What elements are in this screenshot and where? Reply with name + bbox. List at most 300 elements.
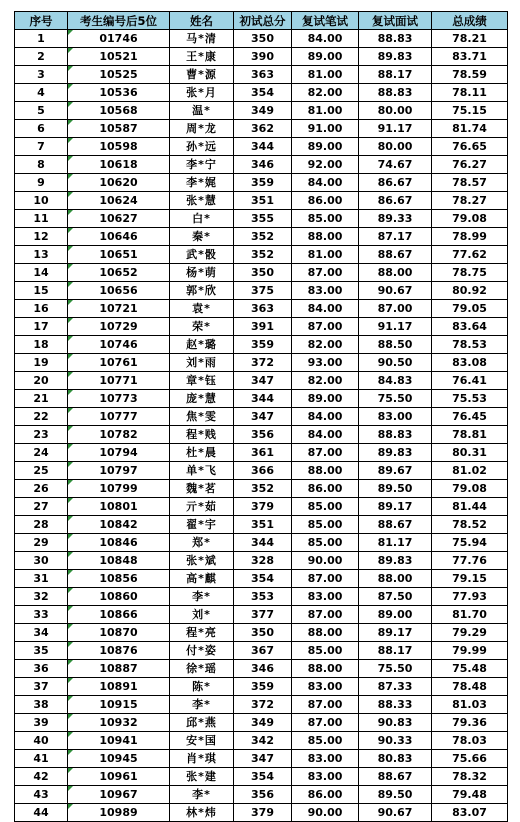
total-score-cell: 79.05: [432, 300, 508, 318]
name-cell: 单*飞: [170, 462, 234, 480]
name-cell: 王*康: [170, 48, 234, 66]
seq-cell: 2: [15, 48, 68, 66]
interview-score-cell: 89.17: [359, 624, 432, 642]
name-cell: 徐*瑶: [170, 660, 234, 678]
initial-score-cell: 352: [234, 246, 292, 264]
table-row: [15, 660, 508, 678]
interview-score-cell: 88.83: [359, 30, 432, 48]
written-score-cell: 83.00: [292, 282, 359, 300]
table-row: [15, 462, 508, 480]
total-score-cell: 78.57: [432, 174, 508, 192]
table-row: [15, 516, 508, 534]
exam-id-cell: 10870: [68, 624, 170, 642]
table-row: [15, 192, 508, 210]
seq-cell: 21: [15, 390, 68, 408]
written-score-cell: 85.00: [292, 516, 359, 534]
written-score-cell: 82.00: [292, 336, 359, 354]
seq-cell: 13: [15, 246, 68, 264]
table-row: [15, 156, 508, 174]
seq-cell: 10: [15, 192, 68, 210]
seq-cell: 26: [15, 480, 68, 498]
written-score-cell: 88.00: [292, 228, 359, 246]
table-row: [15, 354, 508, 372]
table-header: [15, 12, 508, 30]
name-cell: 程*亮: [170, 624, 234, 642]
interview-score-cell: 87.00: [359, 300, 432, 318]
written-score-cell: 85.00: [292, 642, 359, 660]
total-score-cell: 79.15: [432, 570, 508, 588]
exam-id-cell: 10624: [68, 192, 170, 210]
total-score-cell: 81.70: [432, 606, 508, 624]
seq-cell: 37: [15, 678, 68, 696]
total-score-cell: 79.99: [432, 642, 508, 660]
table-row: [15, 300, 508, 318]
interview-score-cell: 80.00: [359, 102, 432, 120]
total-score-cell: 83.71: [432, 48, 508, 66]
initial-score-cell: 390: [234, 48, 292, 66]
table-row: [15, 678, 508, 696]
seq-cell: 11: [15, 210, 68, 228]
initial-score-cell: 351: [234, 516, 292, 534]
total-score-cell: 78.99: [432, 228, 508, 246]
table-row: [15, 552, 508, 570]
exam-id-cell: 10525: [68, 66, 170, 84]
written-score-cell: 82.00: [292, 372, 359, 390]
initial-score-cell: 367: [234, 642, 292, 660]
total-score-cell: 80.31: [432, 444, 508, 462]
initial-score-cell: 349: [234, 102, 292, 120]
name-cell: 刘*: [170, 606, 234, 624]
total-score-cell: 75.94: [432, 534, 508, 552]
initial-score-cell: 352: [234, 480, 292, 498]
table-row: [15, 390, 508, 408]
seq-cell: 27: [15, 498, 68, 516]
seq-cell: 39: [15, 714, 68, 732]
initial-score-cell: 350: [234, 30, 292, 48]
written-score-cell: 87.00: [292, 714, 359, 732]
table-row: [15, 696, 508, 714]
initial-score-cell: 391: [234, 318, 292, 336]
total-score-cell: 76.27: [432, 156, 508, 174]
total-score-cell: 78.52: [432, 516, 508, 534]
interview-score-cell: 89.33: [359, 210, 432, 228]
seq-cell: 23: [15, 426, 68, 444]
initial-score-cell: 363: [234, 66, 292, 84]
name-cell: 高*麒: [170, 570, 234, 588]
written-score-cell: 82.00: [292, 84, 359, 102]
name-cell: 庞*慧: [170, 390, 234, 408]
interview-score-cell: 81.17: [359, 534, 432, 552]
name-cell: 陈*: [170, 678, 234, 696]
seq-cell: 43: [15, 786, 68, 804]
initial-score-cell: 351: [234, 192, 292, 210]
seq-cell: 35: [15, 642, 68, 660]
table-row: [15, 606, 508, 624]
seq-cell: 42: [15, 768, 68, 786]
written-score-cell: 89.00: [292, 48, 359, 66]
initial-score-cell: 363: [234, 300, 292, 318]
exam-id-cell: 10801: [68, 498, 170, 516]
interview-score-cell: 86.67: [359, 174, 432, 192]
name-cell: 杨*萌: [170, 264, 234, 282]
initial-score-cell: 379: [234, 498, 292, 516]
written-score-cell: 88.00: [292, 462, 359, 480]
exam-id-cell: 10967: [68, 786, 170, 804]
name-cell: 荣*: [170, 318, 234, 336]
written-score-cell: 86.00: [292, 480, 359, 498]
initial-score-cell: 328: [234, 552, 292, 570]
interview-score-cell: 89.83: [359, 48, 432, 66]
name-cell: 秦*: [170, 228, 234, 246]
seq-cell: 34: [15, 624, 68, 642]
initial-score-cell: 354: [234, 570, 292, 588]
written-score-cell: 88.00: [292, 660, 359, 678]
interview-score-cell: 83.00: [359, 408, 432, 426]
interview-score-cell: 90.67: [359, 282, 432, 300]
written-score-cell: 81.00: [292, 102, 359, 120]
written-score-cell: 87.00: [292, 606, 359, 624]
written-score-cell: 84.00: [292, 30, 359, 48]
written-score-cell: 93.00: [292, 354, 359, 372]
table-row: [15, 444, 508, 462]
exam-id-cell: 10797: [68, 462, 170, 480]
interview-score-cell: 74.67: [359, 156, 432, 174]
name-cell: 李*: [170, 786, 234, 804]
table-row: [15, 768, 508, 786]
table-row: [15, 138, 508, 156]
seq-cell: 30: [15, 552, 68, 570]
seq-cell: 6: [15, 120, 68, 138]
header-written: 复试笔试: [292, 12, 359, 30]
name-cell: 袁*: [170, 300, 234, 318]
initial-score-cell: 362: [234, 120, 292, 138]
total-score-cell: 78.21: [432, 30, 508, 48]
initial-score-cell: 377: [234, 606, 292, 624]
initial-score-cell: 359: [234, 336, 292, 354]
written-score-cell: 83.00: [292, 678, 359, 696]
total-score-cell: 79.08: [432, 480, 508, 498]
exam-id-cell: 01746: [68, 30, 170, 48]
written-score-cell: 90.00: [292, 552, 359, 570]
exam-id-cell: 10846: [68, 534, 170, 552]
name-cell: 林*炜: [170, 804, 234, 822]
total-score-cell: 77.93: [432, 588, 508, 606]
name-cell: 周*龙: [170, 120, 234, 138]
seq-cell: 29: [15, 534, 68, 552]
interview-score-cell: 88.33: [359, 696, 432, 714]
exam-id-cell: 10587: [68, 120, 170, 138]
exam-id-cell: 10777: [68, 408, 170, 426]
exam-id-cell: 10721: [68, 300, 170, 318]
interview-score-cell: 88.67: [359, 246, 432, 264]
written-score-cell: 84.00: [292, 300, 359, 318]
seq-cell: 18: [15, 336, 68, 354]
table-row: [15, 264, 508, 282]
name-cell: 安*国: [170, 732, 234, 750]
interview-score-cell: 90.67: [359, 804, 432, 822]
written-score-cell: 86.00: [292, 786, 359, 804]
initial-score-cell: 344: [234, 138, 292, 156]
seq-cell: 12: [15, 228, 68, 246]
seq-cell: 40: [15, 732, 68, 750]
name-cell: 李*: [170, 696, 234, 714]
exam-id-cell: 10941: [68, 732, 170, 750]
name-cell: 李*宁: [170, 156, 234, 174]
name-cell: 张*斌: [170, 552, 234, 570]
initial-score-cell: 350: [234, 624, 292, 642]
seq-cell: 7: [15, 138, 68, 156]
initial-score-cell: 344: [234, 390, 292, 408]
header-exam-id: 考生编号后5位: [68, 12, 170, 30]
name-cell: 邱*燕: [170, 714, 234, 732]
written-score-cell: 90.00: [292, 804, 359, 822]
initial-score-cell: 372: [234, 354, 292, 372]
exam-id-cell: 10627: [68, 210, 170, 228]
exam-id-cell: 10876: [68, 642, 170, 660]
seq-cell: 22: [15, 408, 68, 426]
written-score-cell: 83.00: [292, 588, 359, 606]
exam-id-cell: 10860: [68, 588, 170, 606]
exam-id-cell: 10961: [68, 768, 170, 786]
initial-score-cell: 375: [234, 282, 292, 300]
exam-id-cell: 10729: [68, 318, 170, 336]
total-score-cell: 76.41: [432, 372, 508, 390]
header-name: 姓名: [170, 12, 234, 30]
interview-score-cell: 89.17: [359, 498, 432, 516]
initial-score-cell: 379: [234, 804, 292, 822]
seq-cell: 33: [15, 606, 68, 624]
seq-cell: 28: [15, 516, 68, 534]
header-initial-score: 初试总分: [234, 12, 292, 30]
total-score-cell: 79.08: [432, 210, 508, 228]
written-score-cell: 86.00: [292, 192, 359, 210]
interview-score-cell: 87.17: [359, 228, 432, 246]
exam-id-cell: 10782: [68, 426, 170, 444]
table-row: [15, 408, 508, 426]
total-score-cell: 83.07: [432, 804, 508, 822]
interview-score-cell: 88.67: [359, 768, 432, 786]
seq-cell: 25: [15, 462, 68, 480]
interview-score-cell: 75.50: [359, 660, 432, 678]
seq-cell: 41: [15, 750, 68, 768]
written-score-cell: 84.00: [292, 408, 359, 426]
total-score-cell: 79.48: [432, 786, 508, 804]
total-score-cell: 81.02: [432, 462, 508, 480]
name-cell: 武*骰: [170, 246, 234, 264]
table-row: [15, 336, 508, 354]
name-cell: 亓*茹: [170, 498, 234, 516]
total-score-cell: 75.66: [432, 750, 508, 768]
initial-score-cell: 346: [234, 156, 292, 174]
table-row: [15, 48, 508, 66]
exam-id-cell: 10646: [68, 228, 170, 246]
seq-cell: 31: [15, 570, 68, 588]
name-cell: 翟*宇: [170, 516, 234, 534]
interview-score-cell: 89.67: [359, 462, 432, 480]
written-score-cell: 88.00: [292, 624, 359, 642]
exam-id-cell: 10761: [68, 354, 170, 372]
table-row: [15, 372, 508, 390]
initial-score-cell: 361: [234, 444, 292, 462]
written-score-cell: 83.00: [292, 768, 359, 786]
initial-score-cell: 354: [234, 84, 292, 102]
seq-cell: 32: [15, 588, 68, 606]
exam-id-cell: 10771: [68, 372, 170, 390]
written-score-cell: 85.00: [292, 732, 359, 750]
seq-cell: 16: [15, 300, 68, 318]
exam-id-cell: 10915: [68, 696, 170, 714]
exam-id-cell: 10598: [68, 138, 170, 156]
exam-id-cell: 10773: [68, 390, 170, 408]
initial-score-cell: 346: [234, 660, 292, 678]
table-row: [15, 102, 508, 120]
table-row: [15, 66, 508, 84]
total-score-cell: 76.65: [432, 138, 508, 156]
total-score-cell: 75.48: [432, 660, 508, 678]
table-row: [15, 426, 508, 444]
interview-score-cell: 90.83: [359, 714, 432, 732]
total-score-cell: 78.81: [432, 426, 508, 444]
written-score-cell: 85.00: [292, 210, 359, 228]
initial-score-cell: 350: [234, 264, 292, 282]
interview-score-cell: 88.83: [359, 84, 432, 102]
interview-score-cell: 84.83: [359, 372, 432, 390]
total-score-cell: 78.11: [432, 84, 508, 102]
initial-score-cell: 347: [234, 750, 292, 768]
initial-score-cell: 342: [234, 732, 292, 750]
exam-id-cell: 10799: [68, 480, 170, 498]
interview-score-cell: 80.83: [359, 750, 432, 768]
interview-score-cell: 91.17: [359, 120, 432, 138]
interview-score-cell: 89.83: [359, 552, 432, 570]
written-score-cell: 87.00: [292, 264, 359, 282]
total-score-cell: 78.53: [432, 336, 508, 354]
name-cell: 程*贱: [170, 426, 234, 444]
exam-id-cell: 10620: [68, 174, 170, 192]
header-total: 总成绩: [432, 12, 508, 30]
total-score-cell: 78.32: [432, 768, 508, 786]
interview-score-cell: 89.50: [359, 786, 432, 804]
exam-id-cell: 10618: [68, 156, 170, 174]
name-cell: 肖*琪: [170, 750, 234, 768]
score-table: [14, 11, 508, 822]
written-score-cell: 87.00: [292, 318, 359, 336]
total-score-cell: 81.03: [432, 696, 508, 714]
total-score-cell: 81.44: [432, 498, 508, 516]
interview-score-cell: 89.00: [359, 606, 432, 624]
exam-id-cell: 10651: [68, 246, 170, 264]
table-row: [15, 84, 508, 102]
name-cell: 赵*璐: [170, 336, 234, 354]
table-row: [15, 228, 508, 246]
interview-score-cell: 75.50: [359, 390, 432, 408]
exam-id-cell: 10536: [68, 84, 170, 102]
total-score-cell: 75.15: [432, 102, 508, 120]
name-cell: 郭*欣: [170, 282, 234, 300]
written-score-cell: 87.00: [292, 696, 359, 714]
table-row: [15, 714, 508, 732]
seq-cell: 4: [15, 84, 68, 102]
name-cell: 马*清: [170, 30, 234, 48]
total-score-cell: 80.92: [432, 282, 508, 300]
written-score-cell: 85.00: [292, 534, 359, 552]
table-row: [15, 282, 508, 300]
total-score-cell: 79.29: [432, 624, 508, 642]
initial-score-cell: 347: [234, 372, 292, 390]
seq-cell: 1: [15, 30, 68, 48]
name-cell: 焦*雯: [170, 408, 234, 426]
interview-score-cell: 88.50: [359, 336, 432, 354]
total-score-cell: 78.75: [432, 264, 508, 282]
total-score-cell: 83.08: [432, 354, 508, 372]
initial-score-cell: 359: [234, 678, 292, 696]
seq-cell: 5: [15, 102, 68, 120]
exam-id-cell: 10989: [68, 804, 170, 822]
table-row: [15, 570, 508, 588]
seq-cell: 17: [15, 318, 68, 336]
interview-score-cell: 88.00: [359, 264, 432, 282]
initial-score-cell: 359: [234, 174, 292, 192]
written-score-cell: 84.00: [292, 426, 359, 444]
exam-id-cell: 10866: [68, 606, 170, 624]
interview-score-cell: 88.00: [359, 570, 432, 588]
table-row: [15, 498, 508, 516]
table-row: [15, 534, 508, 552]
written-score-cell: 91.00: [292, 120, 359, 138]
written-score-cell: 84.00: [292, 174, 359, 192]
seq-cell: 20: [15, 372, 68, 390]
initial-score-cell: 372: [234, 696, 292, 714]
seq-cell: 8: [15, 156, 68, 174]
exam-id-cell: 10932: [68, 714, 170, 732]
seq-cell: 38: [15, 696, 68, 714]
name-cell: 张*慧: [170, 192, 234, 210]
table-row: [15, 786, 508, 804]
table-row: [15, 210, 508, 228]
name-cell: 付*姿: [170, 642, 234, 660]
total-score-cell: 77.62: [432, 246, 508, 264]
table-body: [15, 30, 508, 822]
name-cell: 刘*雨: [170, 354, 234, 372]
name-cell: 曹*源: [170, 66, 234, 84]
written-score-cell: 83.00: [292, 750, 359, 768]
table-row: [15, 624, 508, 642]
total-score-cell: 78.27: [432, 192, 508, 210]
total-score-cell: 81.74: [432, 120, 508, 138]
table-row: [15, 588, 508, 606]
interview-score-cell: 90.33: [359, 732, 432, 750]
interview-score-cell: 87.33: [359, 678, 432, 696]
initial-score-cell: 349: [234, 714, 292, 732]
table-row: [15, 246, 508, 264]
exam-id-cell: 10568: [68, 102, 170, 120]
interview-score-cell: 88.83: [359, 426, 432, 444]
header-row: [15, 12, 508, 30]
header-seq: 序号: [15, 12, 68, 30]
table-row: [15, 318, 508, 336]
initial-score-cell: 356: [234, 426, 292, 444]
name-cell: 章*钰: [170, 372, 234, 390]
interview-score-cell: 91.17: [359, 318, 432, 336]
table-row: [15, 804, 508, 822]
interview-score-cell: 88.67: [359, 516, 432, 534]
written-score-cell: 81.00: [292, 246, 359, 264]
seq-cell: 24: [15, 444, 68, 462]
seq-cell: 14: [15, 264, 68, 282]
written-score-cell: 81.00: [292, 66, 359, 84]
table-row: [15, 642, 508, 660]
initial-score-cell: 366: [234, 462, 292, 480]
